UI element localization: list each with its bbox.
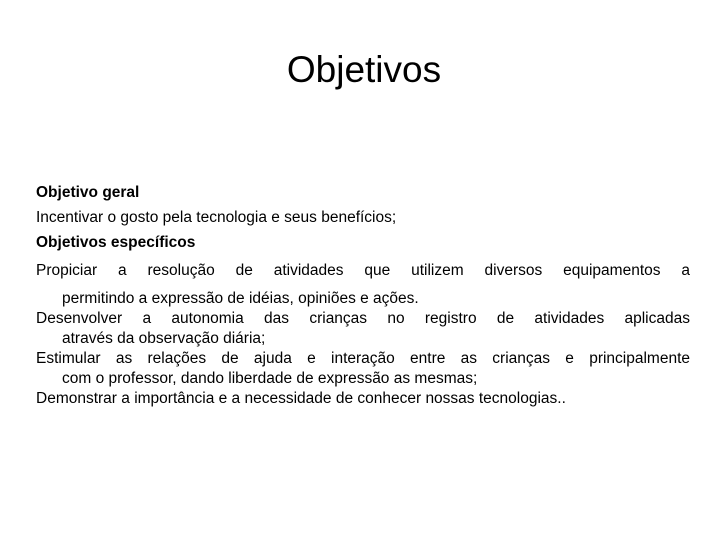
list-item-continuation: permitindo a expressão de idéias, opiniões e ações. bbox=[62, 290, 419, 307]
list-item bbox=[36, 261, 690, 309]
general-objective-text: Incentivar o gosto pela tecnologia e seus benefícios; bbox=[36, 209, 397, 226]
list-item-continuation: através da observação diária; bbox=[62, 330, 266, 347]
list-item-text: Desenvolver a autonomia das crianças no registro de atividades aplicadas bbox=[36, 310, 690, 327]
list-item-continuation: com o professor, dando liberdade de expressão as mesmas; bbox=[62, 370, 478, 387]
specific-objectives-heading: Objetivos específicos bbox=[36, 234, 196, 251]
slide-title: Objetivos bbox=[286, 49, 442, 90]
list-item-text: Estimular as relações de ajuda e interação entre as crianças e principalmente bbox=[36, 350, 690, 367]
general-objective-heading: Objetivo geral bbox=[36, 184, 140, 201]
slide-content bbox=[36, 183, 690, 409]
list-item-text: Demonstrar a importância e a necessidade de conhecer nossas tecnologias.. bbox=[36, 390, 566, 407]
list-item bbox=[36, 389, 690, 409]
list-item-text: Propiciar a resolução de atividades que utilizem diversos equipamentos a bbox=[36, 262, 690, 279]
list-item bbox=[36, 349, 690, 389]
list-item bbox=[36, 309, 690, 349]
